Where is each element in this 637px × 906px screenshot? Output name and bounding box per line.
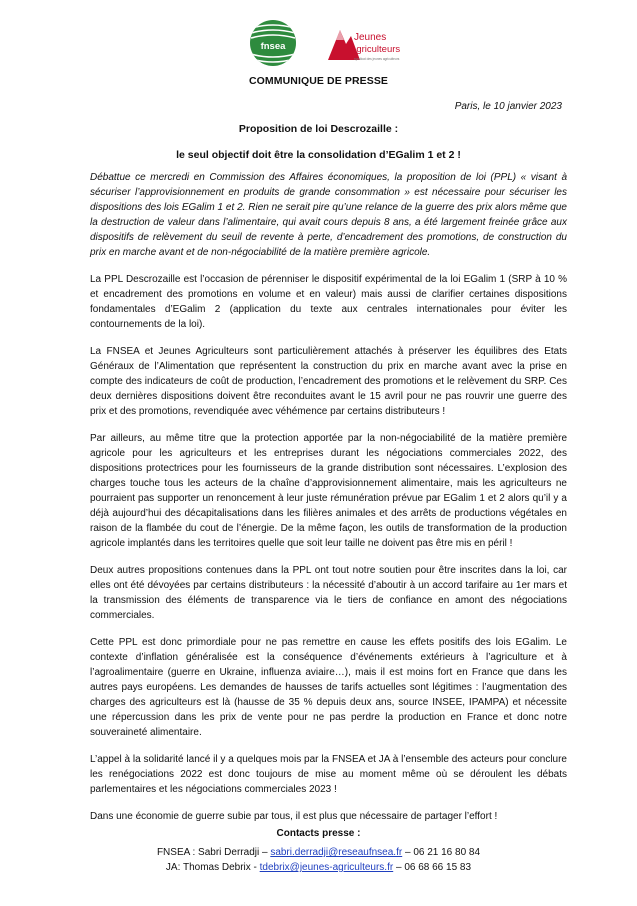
title-line-1: Proposition de loi Descrozaille :: [238, 123, 399, 135]
contact-fnsea-phone: – 06 21 16 80 84: [402, 847, 481, 858]
svg-text:Jeunes: Jeunes: [354, 32, 387, 43]
fnsea-logo-text: fnsea: [260, 41, 286, 52]
contact-fnsea-name: FNSEA : Sabri Derradji –: [156, 847, 271, 858]
jeunes-agriculteurs-logo: [320, 16, 401, 71]
paragraph: Par ailleurs, au même titre que la protection apportée par la non-négociabilité de la matière première agricole pour les agriculteurs et les entreprises durant les négociations commerciales 2022, des dispositions protectrices pour les fournisseurs de la grande distribution sont nécessaires. L’explosion des charges touche tous les acteurs de la chaîne d’approvisionnement alimentaire, mais les agriculteurs ne pourraient pas supporter un renoncement à leur juste rémunération prévue par EGalim 1 et 2 alors qu’il y a déjà aujourd’hui des décapitalisations dans les filières animales et des arrêts de productions végétales en raison de la flambée du cout de l’énergie. De la même façon, les outils de transformation de la production agricole implantés dans les territoires quelle que soit leur taille ne doivent pas être mis en péril !: [90, 433, 567, 549]
contact-fnsea: [0, 845, 637, 860]
contacts-heading: Contacts presse :: [276, 828, 361, 839]
paragraph: La FNSEA et Jeunes Agriculteurs sont particulièrement attachés à préserver les équilibres des Etats Généraux de l’Alimentation que représentent la construction du prix en marche avant avec la prise en compte des indicateurs de coût de production, l’encadrement des promotions et le relèvement du SRP. Ces deux dernières dispositions doivent être reconduites avant le 15 avril pour ne pas rouvrir une guerre des prix et des promotions, revendiquée avec véhémence par certains distributeurs !: [90, 346, 567, 417]
contact-ja-phone: – 06 68 66 15 83: [393, 862, 472, 873]
paragraph-closing: Dans une économie de guerre subie par tous, il est plus que nécessaire de partager l’effort !: [90, 811, 498, 822]
paragraph: Deux autres propositions contenues dans la PPL ont tout notre soutien pour être inscrites dans la loi, car elles ont été dévoyées par certains distributeurs : la nécessité d’aboutir à un accord tarifaire au 1er mars et la transmission des éléments de transparence via le tiers de confiance en amont des négociations commerciales.: [90, 565, 567, 621]
paragraph: L’appel à la solidarité lancé il y a quelques mois par la FNSEA et JA à l’ensemble des acteurs pour conclure les renégociations 2022 est donc toujours de mise au moment même où se déroulent les débats parlementaires et les négociations commerciales 2023 !: [90, 754, 567, 795]
paragraph: Cette PPL est donc primordiale pour ne pas remettre en cause les effets positifs des lois EGalim. Le contexte d’inflation généralisée est la conséquence d’événements extérieurs à l’agriculture et à l’agroalimentaire (guerre en Ukraine, influenza aviaire…), mais il est moins fort en France que dans les autres pays européens. Les demandes de hausses de tarifs actuelles sont légitimes : l’augmentation des charges des agriculteurs est là (hausse de 35 % depuis deux ans, source INSEE, IPAMPA) et nécessite une répercussion dans les prix de vente pour ne pas perdre la production en France et donc notre souveraineté alimentaire.: [90, 637, 567, 738]
paragraph-intro: Débattue ce mercredi en Commission des Affaires économiques, la proposition de loi (PPL) « visant à sécuriser l’approvisionnement en produits de grande consommation » est nécessaire pour sécuriser les dispositions des lois EGalim 1 et 2. Rien ne serait pire qu’une relance de la guerre des prix alors même que la destruction de valeur dans l’alimentaire, qui avait cours depuis 8 ans, a été largement freinée grâce aux dispositifs de relèvement du seuil de revente à perte, d’encadrement des promotions, de construction du prix en marche avant et de non-négociabilité de la matière première agricole.: [90, 172, 567, 258]
contact-fnsea-email-link[interactable]: sabri.derradji@reseaufnsea.fr: [270, 847, 403, 858]
fnsea-logo: [248, 18, 298, 68]
contact-ja-name: JA: Thomas Debrix -: [165, 862, 260, 873]
contact-ja: [0, 860, 637, 875]
press-release-body: [90, 170, 567, 836]
ja-logo-subtitle: syndicat des jeunes agriculteurs: [354, 57, 400, 61]
contact-ja-email-link[interactable]: tdebrix@jeunes-agriculteurs.fr: [259, 862, 394, 873]
press-contacts: [0, 826, 637, 875]
svg-text:Agriculteurs: Agriculteurs: [350, 44, 401, 55]
document-type-heading: COMMUNIQUE DE PRESSE: [248, 75, 389, 87]
paragraph: La PPL Descrozaille est l’occasion de pérenniser le dispositif expérimental de la loi EGalim 1 (SRP à 10 % et encadrement des promotions en volume et en valeur) mais aussi de clarifier certaines dispositions fondamentales d’EGalim 2 (application du texte aux centrales internationales pour éviter les contournements de la loi).: [90, 274, 567, 330]
dateline: Paris, le 10 janvier 2023: [454, 101, 562, 112]
title-line-2: le seul objectif doit être la consolidation d’EGalim 1 et 2 !: [176, 149, 461, 161]
